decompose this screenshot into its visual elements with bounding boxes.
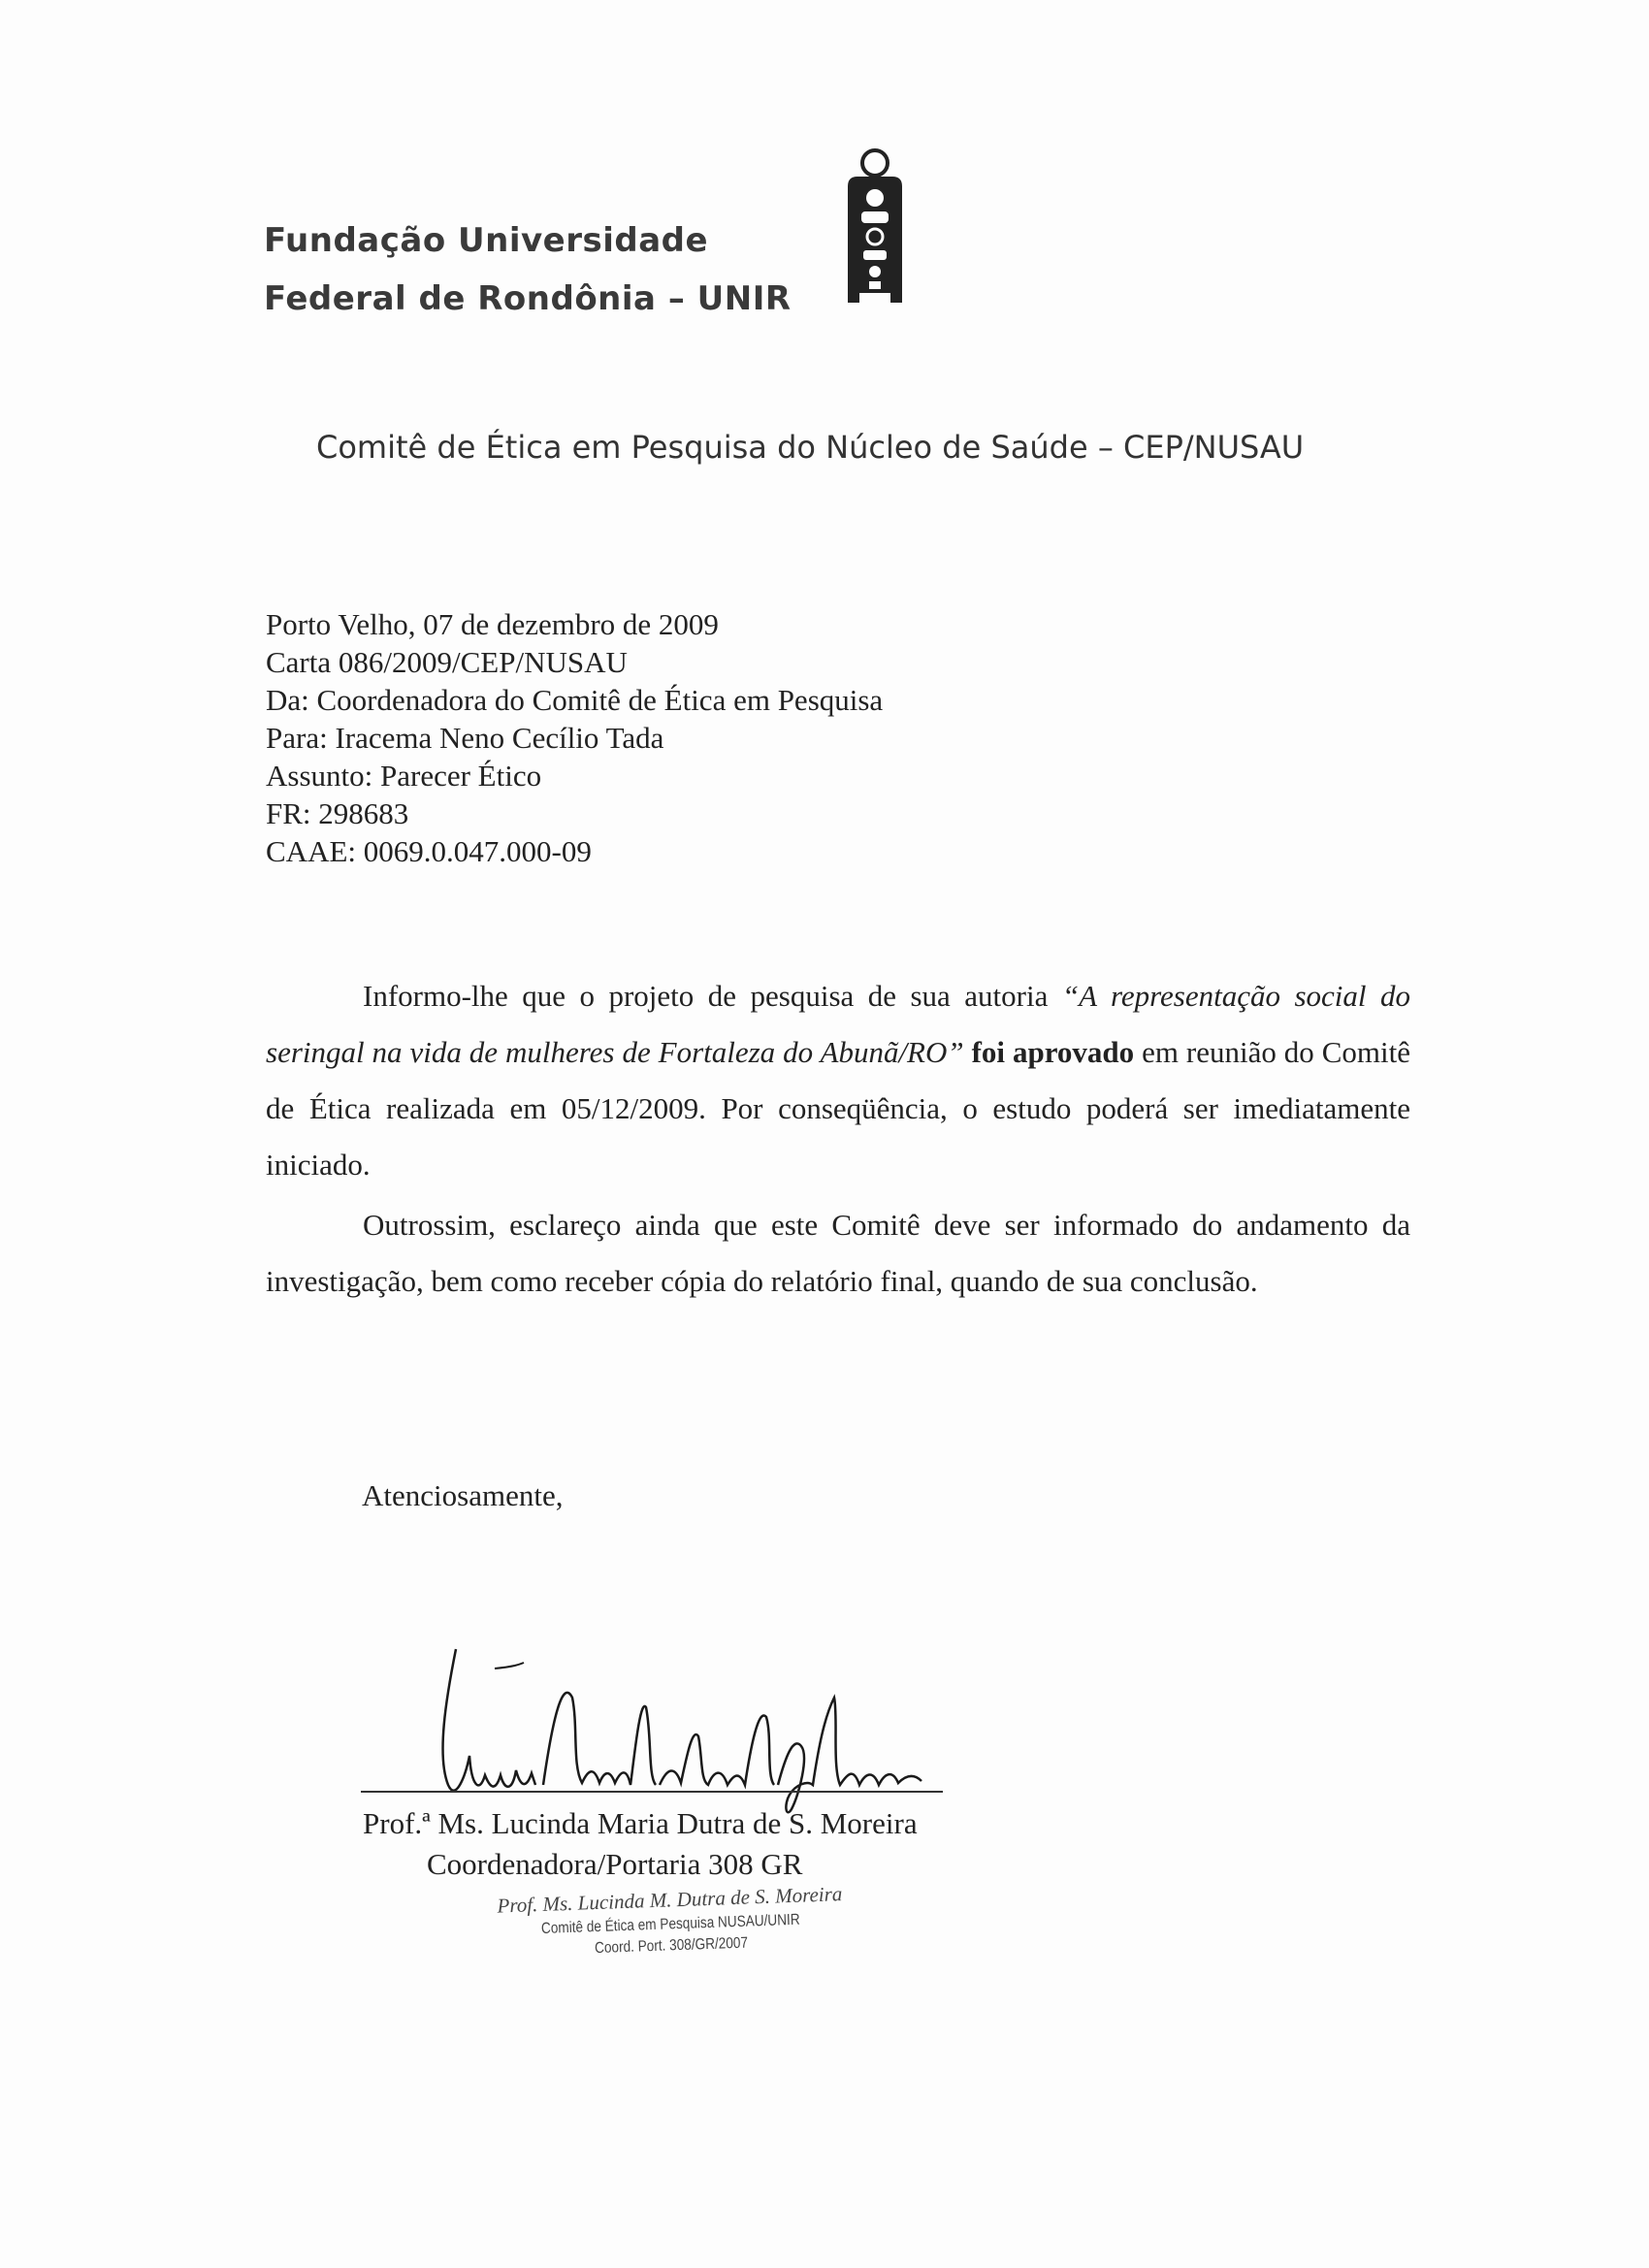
committee-title: Comitê de Ética em Pesquisa do Núcleo de Saúde – CEP/NUSAU <box>316 429 1305 466</box>
signer-role: Coordenadora/Portaria 308 GR <box>427 1847 803 1881</box>
p1-intro: Informo-lhe que o projeto de pesquisa de sua autoria <box>363 979 1062 1013</box>
date-line: Porto Velho, 07 de dezembro de 2009 <box>266 607 719 641</box>
body-paragraph-1 <box>266 968 1410 1193</box>
institution-name-line1: Fundação Universidade <box>264 221 709 260</box>
letter-header <box>266 605 883 870</box>
closing: Atenciosamente, <box>362 1478 564 1512</box>
letter-number: Carta 086/2009/CEP/NUSAU <box>266 645 628 679</box>
stamp-committee: Comitê de Ética em Pesquisa NUSAU/UNIR <box>540 1911 800 1937</box>
stamp-name: Prof. Ms. Lucinda M. Dutra de S. Moreira <box>497 1882 843 1918</box>
subject-line: Assunto: Parecer Ético <box>266 759 542 793</box>
to-line: Para: Iracema Neno Cecílio Tada <box>266 721 664 755</box>
fr-line: FR: 298683 <box>266 796 409 830</box>
official-stamp <box>485 1879 856 1963</box>
unir-emblem-icon <box>840 147 910 312</box>
signature-line <box>361 1791 943 1793</box>
signer-name: Prof.ª Ms. Lucinda Maria Dutra de S. Moreira <box>363 1806 918 1840</box>
approval-status: foi aprovado <box>971 1035 1135 1069</box>
caae-line: CAAE: 0069.0.047.000-09 <box>266 834 592 868</box>
body-paragraph-2: Outrossim, esclareço ainda que este Comitê deve ser informado do andamento da investigação, bem como receber cópia do relatório final, quando de sua conclusão. <box>266 1208 1410 1298</box>
handwritten-signature <box>427 1639 931 1824</box>
stamp-ordinance: Coord. Port. 308/GR/2007 <box>594 1934 749 1958</box>
from-line: Da: Coordenadora do Comitê de Ética em Pesquisa <box>266 683 884 717</box>
p1-rest: em reunião do Comitê de Ética realizada em 05/12/2009. Por conseqüência, o estudo poderá ser imediatamente iniciado. <box>266 1035 1411 1182</box>
institution-name-line2: Federal de Rondônia – UNIR <box>264 279 792 318</box>
project-title: “A representação social do seringal na vida de mulheres de Fortaleza do Abunã/RO” <box>266 979 1410 1069</box>
letter-body <box>266 968 1410 1310</box>
